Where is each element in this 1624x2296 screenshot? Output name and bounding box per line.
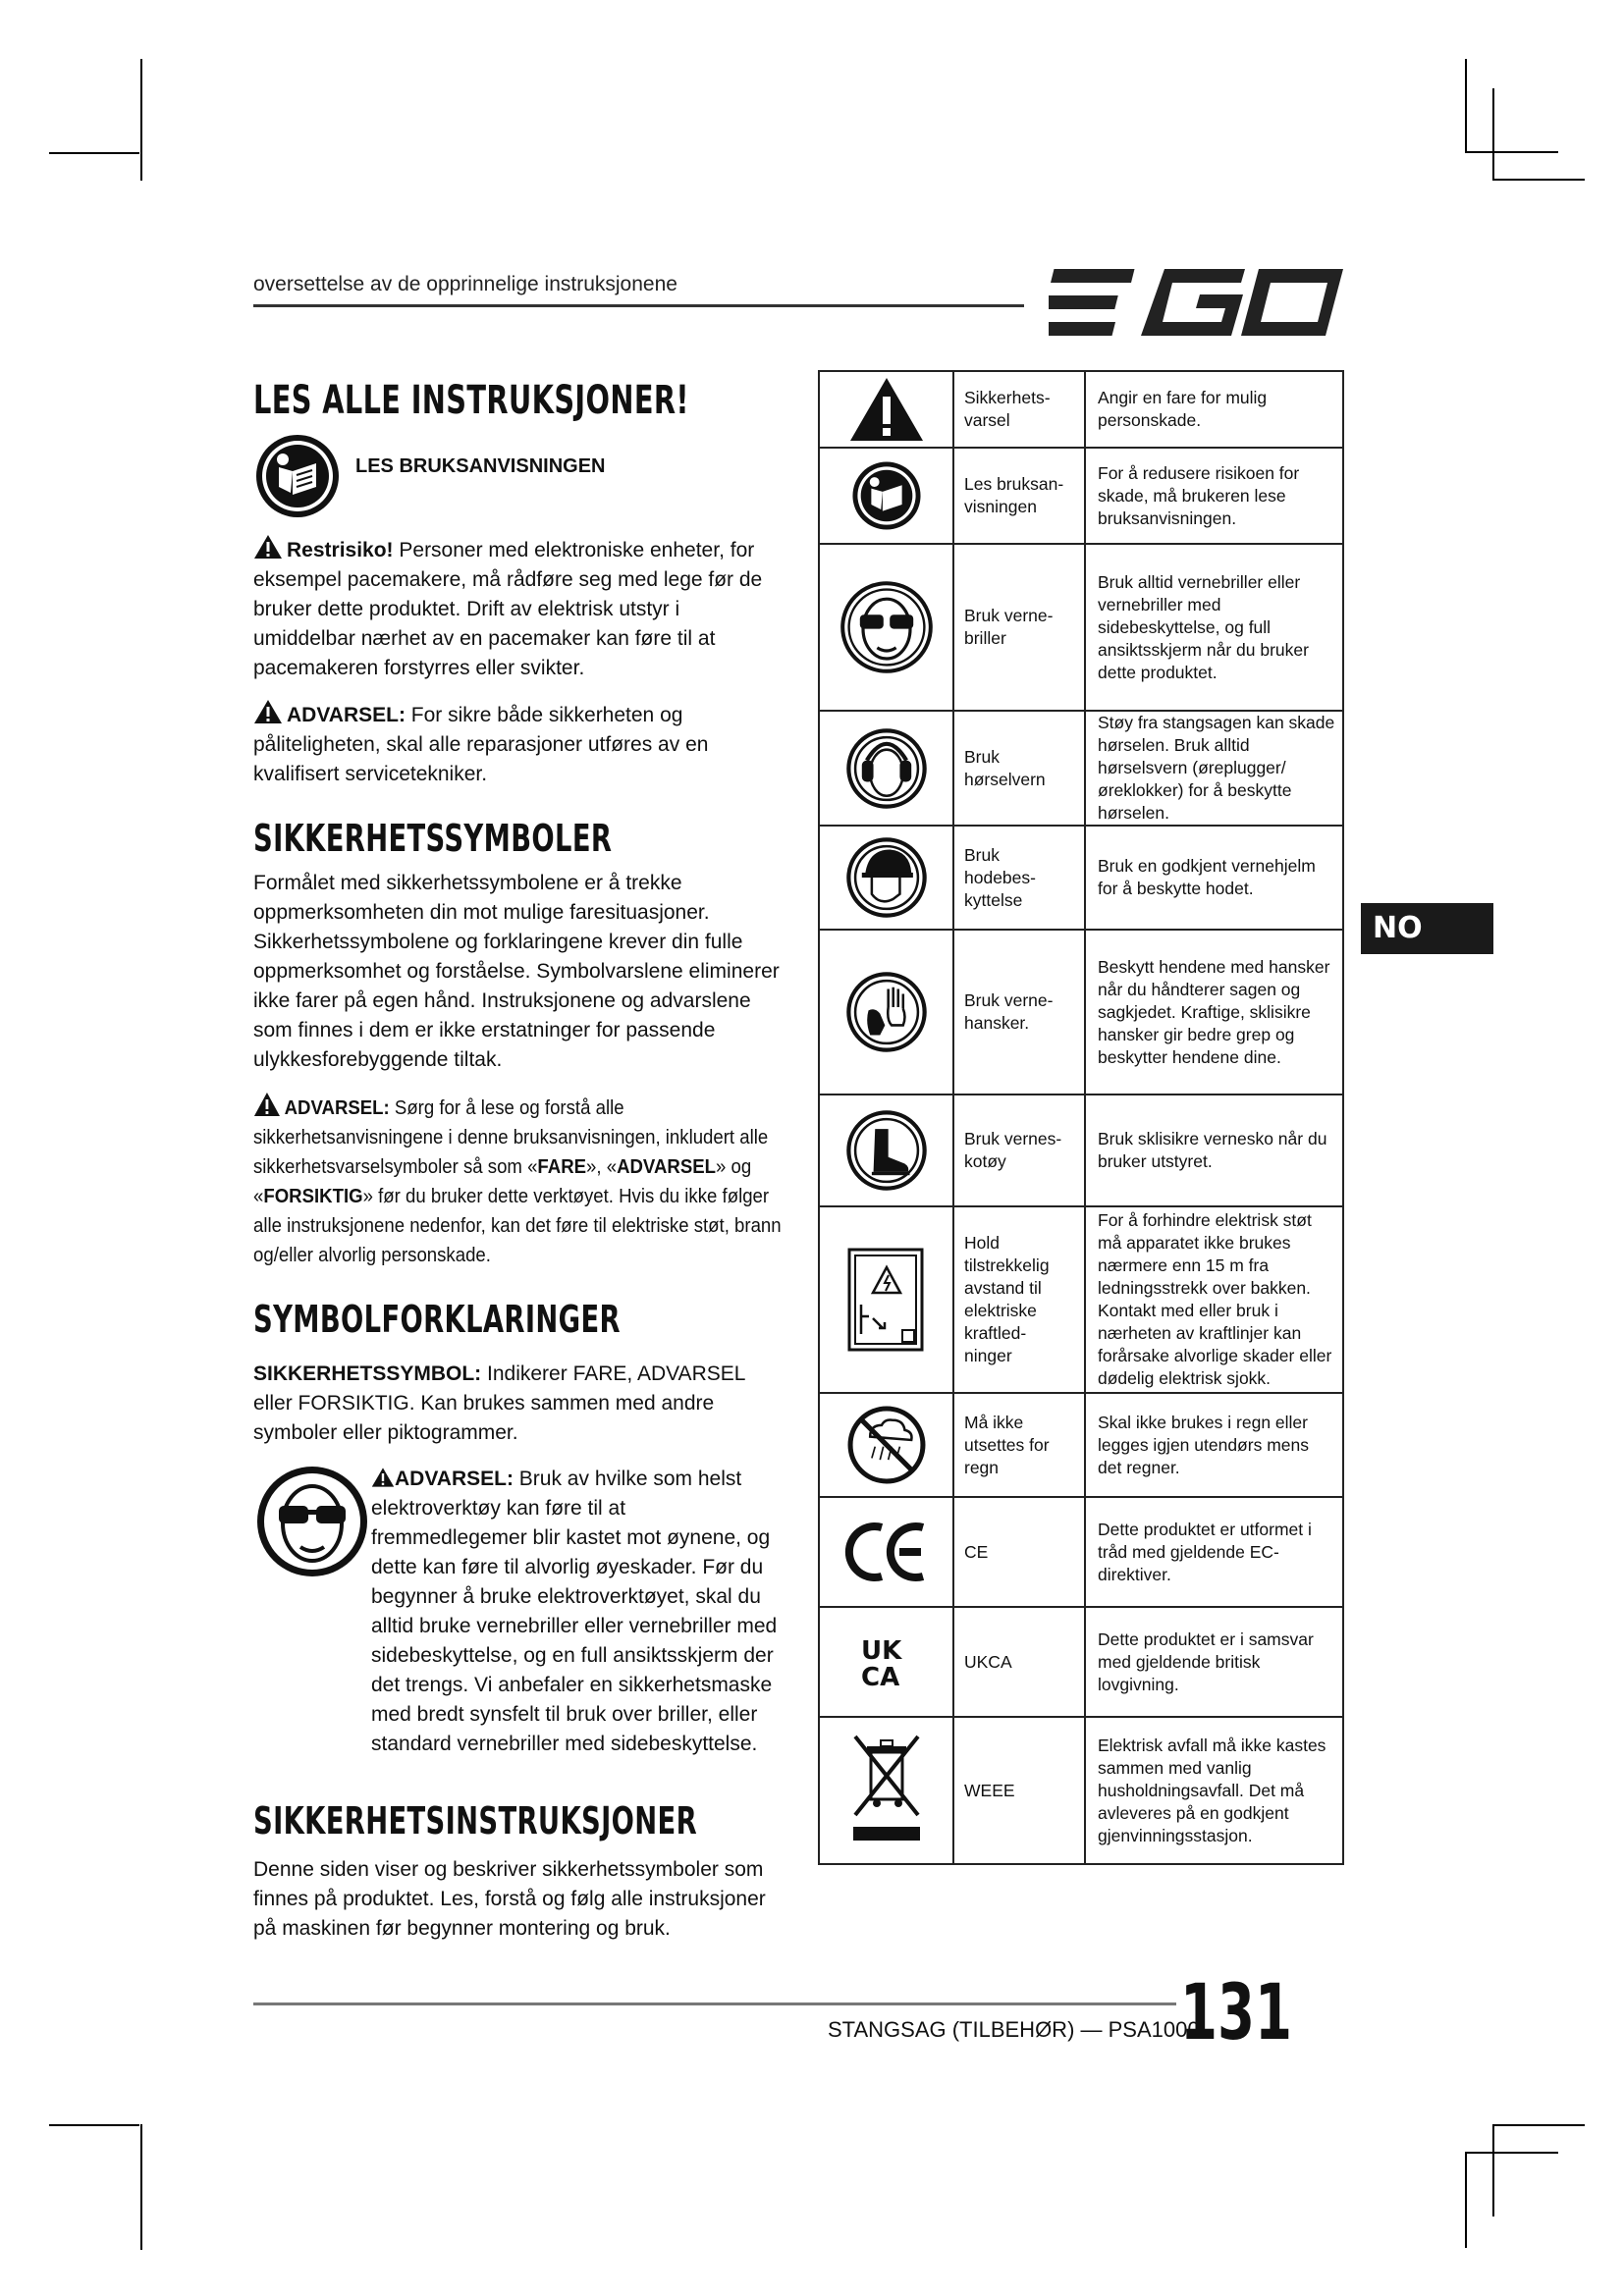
section-heading-safety-symbols: SIKKERHETSSYMBOLER: [253, 817, 613, 860]
symbol-name: Les bruksan- visningen: [953, 448, 1085, 544]
warning-label: ADVARSEL:: [284, 1097, 390, 1119]
symbol-name: Sikkerhets- varsel: [953, 371, 1085, 448]
symbol-description: Bruk alltid vernebriller eller vernebriller med sidebeskyttelse, og full ansiktsskjerm når du bruker dette produktet.: [1085, 544, 1343, 711]
crop-mark: [1492, 2124, 1494, 2216]
table-row: [819, 544, 1343, 711]
table-row: [819, 1095, 1343, 1206]
section-heading-safety-instructions: SIKKERHETSINSTRUKSJONER: [253, 1799, 698, 1842]
warning-triangle-icon: [371, 1467, 395, 1488]
symbol-table: [818, 370, 1344, 1865]
eye-warning-text: Bruk av hvilke som helst elektroverktøy kan føre til at fremmedlegemer blir kastet mot øynene, og dette kan føre til alvorlig øyeskader. Før du begynner å bruke elektroverktøyet, skal du alltid bruke vernebriller eller vernebriller med sidebeskyttelse, og en full ansiktsskjerm der det trengs. Vi anbefaler en sikkerhetsmaske med bredt synsfelt til bruk over briller, eller standard vernebriller med sidebeskyttelse.: [371, 1468, 778, 1755]
safety-symbol-label: SIKKERHETSSYMBOL:: [253, 1362, 482, 1385]
ear-protection-icon: [819, 711, 953, 826]
svg-text:CA: CA: [860, 1663, 899, 1689]
keyword-fare: FARE: [537, 1156, 587, 1178]
symbol-name: WEEE: [953, 1717, 1085, 1864]
symbol-name: Hold tilstrekkelig avstand til elektriske kraftled- ninger: [953, 1206, 1085, 1393]
keyword-advarsel: ADVARSEL: [636, 1362, 745, 1385]
symbol-explanations-text: eller: [253, 1392, 298, 1415]
power-line-distance-icon: [819, 1206, 953, 1393]
keyword-forsiktig: FORSIKTIG: [298, 1392, 409, 1415]
warning-text: Sørg for å lese og forstå alle sikkerhetsanvisningene i denne bruksanvisningen, inkludert alle sikkerhetsvarselsymboler så som «: [253, 1097, 769, 1178]
read-manual-icon: [253, 432, 342, 520]
symbol-name: Bruk hørselvern: [953, 711, 1085, 826]
safety-symbols-text: Formålet med sikkerhetssymbolene er å trekke oppmerksomheten din mot mulige faresituasjoner. Sikkerhetssymbolene og forklaringene krever din fulle oppmerksomhet og forståelse. Symbolvarslene eliminerer ikke farer på egen hånd. Instruksjonene og advarslene som finnes i dem er ikke erstatninger for passende ulykkesforebyggende tiltak.: [253, 872, 780, 1071]
keyword-advarsel: ADVARSEL: [617, 1156, 717, 1178]
table-row: [819, 1393, 1343, 1497]
header-rule: [253, 304, 1024, 307]
symbol-name: Bruk vernes- kotøy: [953, 1095, 1085, 1206]
symbol-description: Skal ikke brukes i regn eller legges igjen utendørs mens det regner.: [1085, 1393, 1343, 1497]
warning-label: ADVARSEL:: [287, 704, 406, 726]
warning-text: », «: [586, 1156, 618, 1178]
symbol-description: For å forhindre elektrisk støt må apparatet ikke brukes nærmere enn 15 m fra ledningsstrekk over bakken. Kontakt med eller bruk i nærheten av kraftlinjer kan forårsake alvorlige skader eller dødelig elektrisk sjokk.: [1085, 1206, 1343, 1393]
ukca-mark-icon: [819, 1607, 953, 1717]
warning-triangle-icon: [253, 1092, 281, 1117]
no-rain-icon: [819, 1393, 953, 1497]
crop-mark: [140, 59, 142, 181]
section-heading-symbol-explanations: SYMBOLFORKLARINGER: [253, 1298, 621, 1341]
crop-mark: [1465, 2152, 1467, 2248]
weee-bin-icon: [819, 1717, 953, 1864]
crop-mark: [1465, 2152, 1558, 2154]
svg-text:UK: UK: [860, 1636, 901, 1666]
footer-product: STANGSAG (TILBEHØR) — PSA1000: [828, 2017, 1200, 2042]
symbol-name: Bruk verne- briller: [953, 544, 1085, 711]
warning-text: » og «: [253, 1156, 752, 1207]
ego-logo: [1049, 267, 1345, 338]
symbol-name: Bruk verne- hansker.: [953, 930, 1085, 1095]
table-row: [819, 1607, 1343, 1717]
warning-triangle-icon: [253, 534, 283, 560]
symbol-description: Bruk en godkjent vernehjelm for å beskytte hodet.: [1085, 826, 1343, 930]
keyword-forsiktig: FORSIKTIG: [263, 1186, 363, 1207]
header-subtitle: oversettelse av de opprinnelige instruksjonene: [253, 273, 677, 295]
crop-mark: [49, 2124, 139, 2126]
table-row: [819, 711, 1343, 826]
symbol-name: CE: [953, 1497, 1085, 1607]
language-tab: NO: [1361, 903, 1493, 954]
crop-mark: [140, 2124, 142, 2250]
crop-mark: [1492, 88, 1494, 181]
crop-mark: [49, 152, 139, 154]
ce-mark-icon: [819, 1497, 953, 1607]
table-row: [819, 930, 1343, 1095]
symbol-explanations-text: . Kan brukes sammen med andre symboler eller piktogrammer.: [253, 1392, 715, 1444]
crop-mark: [1492, 179, 1585, 181]
table-row: [819, 1497, 1343, 1607]
symbol-description: Dette produktet er i samsvar med gjeldende britisk lovgivning.: [1085, 1607, 1343, 1717]
page-title: LES ALLE INSTRUKSJONER!: [253, 378, 689, 423]
read-manual-icon: [819, 448, 953, 544]
symbol-description: Beskytt hendene med hansker når du håndterer sagen og sagkjedet. Kraftige, sklisikre hansker gir bedre grep og beskytter hendene dine.: [1085, 930, 1343, 1095]
warning-triangle-icon: [253, 699, 283, 724]
safety-glasses-icon: [819, 544, 953, 711]
symbol-name: Må ikke utsettes for regn: [953, 1393, 1085, 1497]
symbol-description: Angir en fare for mulig personskade.: [1085, 371, 1343, 448]
table-row: [819, 1206, 1343, 1393]
symbol-description: Dette produktet er utformet i tråd med gjeldende EC-direktiver.: [1085, 1497, 1343, 1607]
symbol-explanations-text: Indikerer: [481, 1362, 573, 1385]
helmet-icon: [819, 826, 953, 930]
warning-triangle-icon: [819, 371, 953, 448]
symbol-description: Bruk sklisikre vernesko når du bruker utstyret.: [1085, 1095, 1343, 1206]
safety-glasses-icon: [253, 1463, 371, 1580]
footer-rule: [253, 2002, 1176, 2005]
safety-instructions-text: Denne siden viser og beskriver sikkerhetssymboler som finnes på produktet. Les, forstå og følg alle instruksjoner på maskinen før begynner montering og bruk.: [253, 1858, 766, 1940]
residual-risk-label: Restrisiko!: [287, 539, 394, 561]
symbol-name: Bruk hodebes- kyttelse: [953, 826, 1085, 930]
warning-label: ADVARSEL:: [395, 1468, 514, 1490]
symbol-explanations-text: ,: [626, 1362, 637, 1385]
residual-risk-text: Personer med elektroniske enheter, for eksempel pacemakere, må rådføre seg med lege før de bruker dette produktet. Drift av elektrisk utstyr i umiddelbar nærhet av en pacemaker kan føre til at pacemakeren forstyrres eller svikter.: [253, 539, 763, 679]
symbol-description: For å redusere risikoen for skade, må brukeren lese bruksanvisningen.: [1085, 448, 1343, 544]
page-number: 131: [1180, 1969, 1292, 2057]
warning-text: » før du bruker dette verktøyet. Hvis du ikke følger alle instruksjonene nedenfor, kan det føre til elektriske støt, brann og/eller alvorlig personskade.: [253, 1186, 782, 1266]
table-row: [819, 371, 1343, 448]
safety-boots-icon: [819, 1095, 953, 1206]
symbol-name: UKCA: [953, 1607, 1085, 1717]
crop-mark: [1465, 151, 1558, 153]
symbol-description: Støy fra stangsagen kan skade hørselen. Bruk alltid hørselsvern (øreplugger/øreklokker) for å beskytte hørselen.: [1085, 711, 1343, 826]
table-row: [819, 1717, 1343, 1864]
read-manual-label: LES BRUKSANVISNINGEN: [355, 455, 606, 477]
keyword-fare: FARE: [572, 1362, 627, 1385]
crop-mark: [1492, 2124, 1585, 2126]
warning-text: For sikre både sikkerheten og påliteligheten, skal alle reparasjoner utføres av en kvalifisert servicetekniker.: [253, 704, 709, 785]
gloves-icon: [819, 930, 953, 1095]
table-row: [819, 826, 1343, 930]
symbol-description: Elektrisk avfall må ikke kastes sammen med vanlig husholdningsavfall. Det må avleveres på en godkjent gjenvinningsstasjon.: [1085, 1717, 1343, 1864]
crop-mark: [1465, 59, 1467, 151]
table-row: [819, 448, 1343, 544]
